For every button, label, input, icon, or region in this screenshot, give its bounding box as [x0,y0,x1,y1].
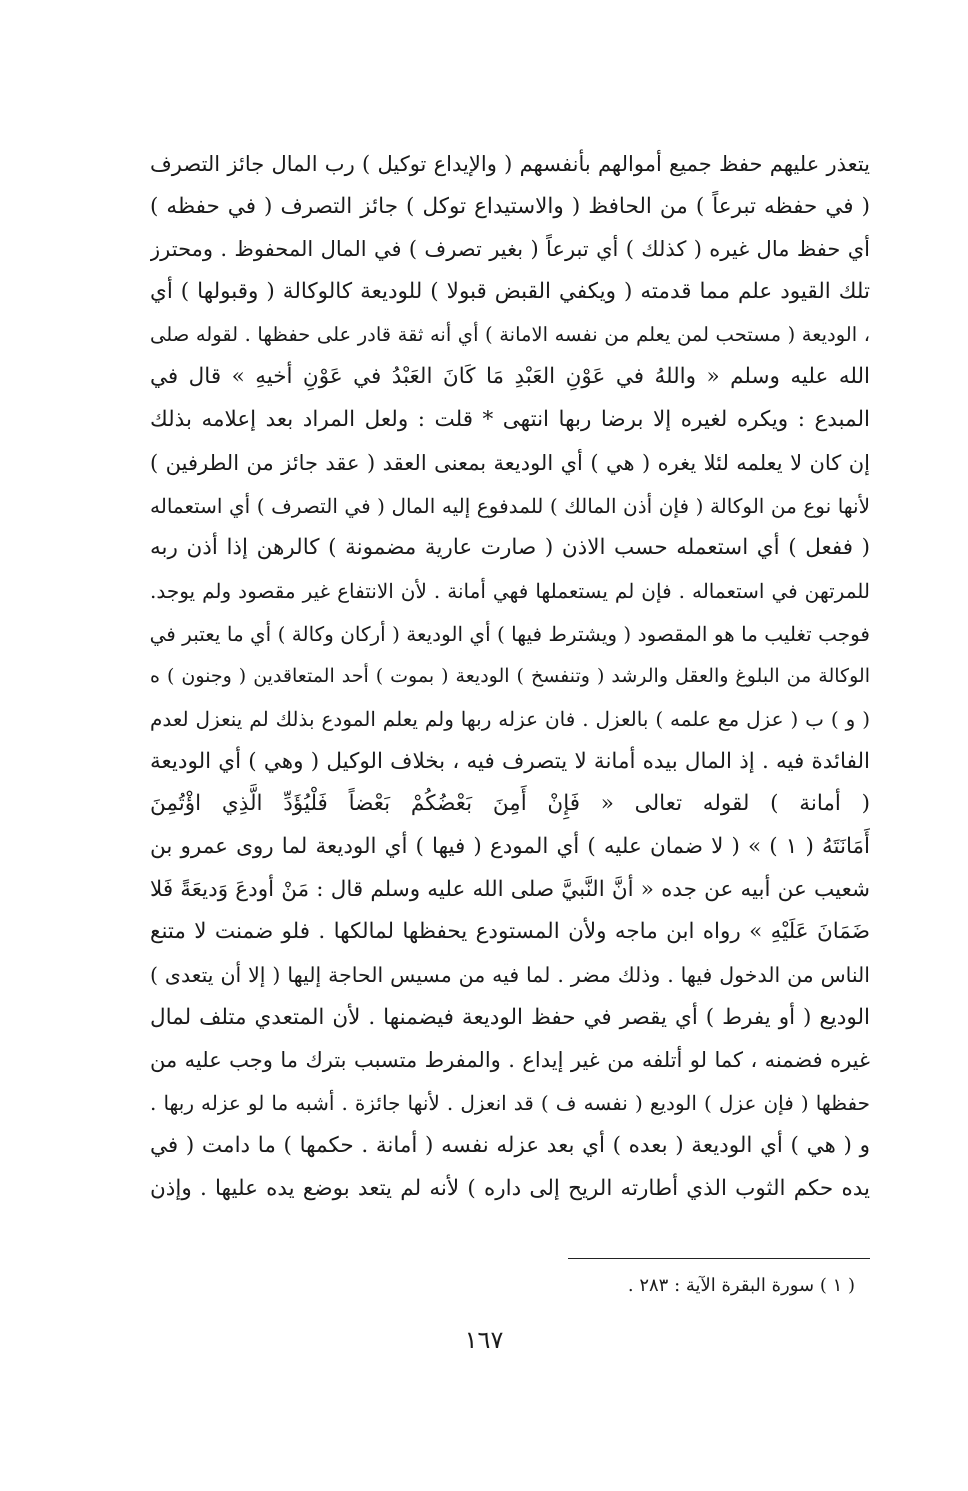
text-line: الفائدة فيه . إذ المال بيده أمانة لا يتصرف فيه ، بخلاف الوكيل ( وهي ) أي الوديعة [150,748,870,774]
text-line: حفظها ( فإن عزل ) الوديع ( نفسه ف ) قد انعزل . لأنها جائزة . أشبه ما لو عزله ربها . [150,1091,870,1116]
footnote: ( ١ ) سورة البقرة الآية : ٢٨٣ . [627,1275,855,1296]
text-line: ، الوديعة ( مستحب لمن يعلم من نفسه الامانة ) أي أنه ثقة قادر على حفظها . لقوله صلى [150,322,870,346]
text-line: إن كان لا يعلمه لئلا يغره ( هي ) أي الوديعة بمعنى العقد ( عقد جائز من الطرفين ) [150,450,870,475]
page-number: ١٦٧ [464,1326,504,1354]
text-line: يده حكم الثوب الذي أطارته الريح إلى داره ) لأنه لم يتعد بوضع يده عليها . وإذن [150,1175,870,1201]
text-line: الله عليه وسلم « واللهُ في عَوْنِ العَبْدِ مَا كَانَ العَبْدُ في عَوْنِ أخيهِ » قال في [150,364,870,390]
text-line: ( ففعل ) أي استعمله حسب الاذن ( صارت عارية مضمونة ) كالرهن إذا أذن ربه [150,535,870,561]
text-line: الناس من الدخول فيها . وذلك مضر . لما فيه من مسيس الحاجة إليها ( إلا أن يتعدى ) [150,963,870,988]
text-line: للمرتهن في استعماله . فإن لم يستعملها فهي أمانة . لأن الانتفاع غير مقصود ولم يوجد. [150,578,870,603]
text-line: لأنها نوع من الوكالة ( فإن أذن المالك ) للمدفوع إليه المال ( في التصرف ) أي استعماله [150,493,870,518]
text-line: أَمَانَتَهُ ( ١ ) » ( لا ضمان عليه ) أي المودع ( فيها ) أي الوديعة لما روى عمرو بن [150,834,870,859]
text-line: ( في حفظه تبرعاً ) من الحافظ ( والاستيداع توكل ) جائز التصرف ( في حفظه ) [150,193,870,219]
text-line: تلك القيود علم مما قدمته ( ويكفي القبض قبولا ) للوديعة كالوكالة ( وقبولها ) أي [150,279,870,305]
text-line: و ( هي ) أي الوديعة ( بعده ) أي بعد عزله نفسه ( أمانة . حكمها ) ما دامت ( في [150,1132,870,1158]
text-line: ( و ) ب ( عزل مع علمه ) بالعزل . فان عزله ربها ولم يعلم المودع بذلك لم ينعزل لعدم [150,706,870,731]
text-line: شعيب عن أبيه عن جده « أنَّ النَّبيَّ صلى الله عليه وسلم قال : مَنْ أودعَ وَديعَةً فَلا [150,876,870,902]
text-line: يتعذر عليهم حفظ جميع أموالهم بأنفسهم ( والإيداع توكيل ) رب المال جائز التصرف [150,152,870,176]
main-text-body [150,143,870,1210]
footnote-divider [568,1258,870,1259]
text-line: فوجب تغليب ما هو المقصود ( ويشترط فيها ) أي الوديعة ( أركان وكالة ) أي ما يعتبر في [150,621,870,646]
text-line: المبدع : ويكره لغيره إلا برضا ربها انتهى * قلت : ولعل المراد بعد إعلامه بذلك [150,407,870,433]
text-line: الوديع ( أو يفرط ) أي يقصر في حفظ الوديعة فيضمنها . لأن المتعدي متلف لمال [150,1004,870,1030]
text-line: غيره فضمنه ، كما لو أتلفه من غير إيداع . والمفرط متسبب بترك ما وجب عليه من [150,1048,870,1073]
text-line: ضَمَانَ عَلَيْهِ » رواه ابن ماجه ولأن المستودع يحفظها لمالكها . فلو ضمنت لا متنع [150,919,870,945]
text-line: الوكالة من البلوغ والعقل والرشد ( وتنفسخ ) الوديعة ( بموت ) أحد المتعاقدين ( وجنون ) ه [150,665,870,688]
text-line: ( أمانة ) لقوله تعالى « فَإِنْ أَمِنَ بَعْضُكُمْ بَعْضاً فَلْيُؤَدِّ الَّذِي اؤْتُمِنَ [150,791,870,817]
text-line: أي حفظ مال غيره ( كذلك ) أي تبرعاً ( بغير تصرف ) في المال المحفوظ . ومحترز [150,237,870,262]
